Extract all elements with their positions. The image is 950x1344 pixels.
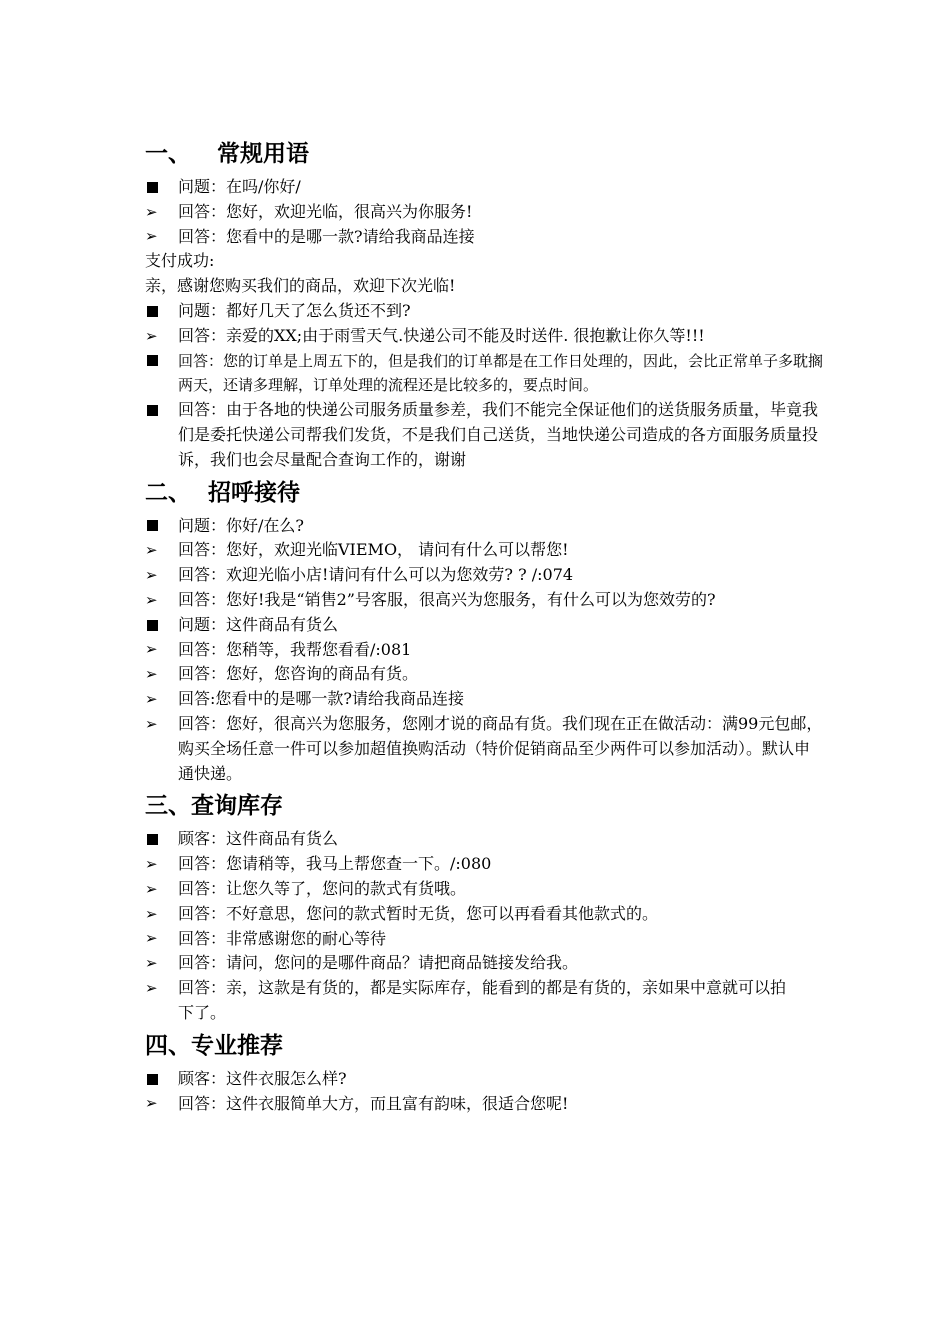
item-text: 顾客：这件商品有货么 — [178, 829, 339, 849]
list-item — [145, 712, 825, 786]
section-heading — [145, 476, 825, 510]
item-text: 回答：不好意思，您问的款式暂时无货，您可以再看看其他款式的。 — [178, 903, 659, 923]
section-title: 招呼接待 — [208, 479, 300, 506]
item-text: 问题：在吗/你好/ — [178, 177, 301, 196]
item-text: 回答：您好!我是“销售2”号客服，很高兴为您服务，有什么可以为您效劳的? — [178, 589, 716, 609]
arrow-bullet-icon: ➢ — [145, 326, 158, 345]
list-item — [145, 225, 825, 250]
arrow-bullet-icon: ➢ — [145, 566, 158, 585]
list-item — [145, 563, 825, 588]
plain-line: 支付成功: — [145, 251, 215, 271]
item-text: 回答:您看中的是哪一款?请给我商品连接 — [178, 689, 464, 709]
list-item — [145, 538, 825, 563]
square-bullet-icon — [145, 827, 167, 852]
list-item — [145, 398, 825, 472]
plain-line: 亲，感谢您购买我们的商品，欢迎下次光临! — [145, 276, 456, 296]
item-text: 顾客：这件衣服怎么样? — [178, 1068, 347, 1088]
item-text: 问题：都好几天了怎么货还不到? — [178, 300, 411, 320]
item-text: 回答：您稍等，我帮您看看/:081 — [178, 639, 412, 659]
item-text: 回答：亲爱的XX;由于雨雪天气.快递公司不能及时送件. 很抱歉让你久等!!! — [178, 325, 705, 345]
square-bullet-icon — [145, 398, 167, 423]
square-bullet-icon — [145, 613, 167, 638]
list-item — [145, 1092, 825, 1117]
list-item — [145, 1067, 825, 1092]
section-heading — [145, 137, 825, 171]
section-number: 一、 — [145, 141, 191, 167]
arrow-bullet-icon: ➢ — [145, 690, 158, 709]
section-number: 四、 — [145, 1032, 191, 1059]
list-item — [145, 613, 825, 638]
list-item — [145, 951, 825, 976]
item-text: 问题：这件商品有货么 — [178, 614, 339, 634]
item-text: 回答：让您久等了，您问的款式有货哦。 — [178, 878, 467, 898]
arrow-bullet-icon: ➢ — [145, 640, 158, 659]
arrow-bullet-icon: ➢ — [145, 855, 158, 874]
item-text: 回答：您好，欢迎光临VIEMO， 请问有什么可以帮您! — [178, 540, 569, 560]
section-heading — [145, 1029, 825, 1063]
arrow-bullet-icon: ➢ — [145, 541, 158, 560]
item-text: 回答：请问，您问的是哪件商品？请把商品链接发给我。 — [178, 953, 579, 973]
arrow-bullet-icon: ➢ — [145, 904, 158, 923]
section-title: 常规用语 — [217, 141, 309, 167]
list-item — [145, 976, 825, 1026]
list-item — [145, 902, 825, 927]
list-item — [145, 687, 825, 712]
item-text: 回答：您看中的是哪一款?请给我商品连接 — [178, 226, 475, 246]
item-text: 回答：您请稍等，我马上帮您查一下。/:080 — [178, 854, 492, 874]
arrow-bullet-icon: ➢ — [145, 929, 158, 948]
list-item — [145, 349, 835, 399]
item-text: 回答：欢迎光临小店!请问有什么可以为您效劳? ? /:074 — [178, 565, 574, 585]
list-item — [145, 299, 825, 324]
list-item — [145, 877, 825, 902]
arrow-bullet-icon: ➢ — [145, 954, 158, 973]
list-item — [145, 827, 825, 852]
section-title: 查询库存 — [191, 793, 283, 820]
square-bullet-icon — [145, 299, 167, 324]
item-text: 回答：您好，很高兴为您服务，您刚才说的商品有货。我们现在正在做活动：满99元包邮，购买全场任意一件可以参加超值换购活动（特价促销商品至少两件可以参加活动）。默认申通快递。 — [178, 713, 823, 783]
list-item — [145, 927, 825, 952]
list-item — [145, 588, 825, 613]
arrow-bullet-icon: ➢ — [145, 590, 158, 609]
section-number: 三、 — [145, 793, 191, 820]
item-text: 回答：您好，欢迎光临，很高兴为你服务! — [178, 201, 473, 221]
document-page — [145, 134, 825, 1116]
list-item — [145, 638, 825, 663]
arrow-bullet-icon: ➢ — [145, 979, 158, 997]
square-bullet-icon — [145, 175, 167, 200]
item-text: 回答：由于各地的快递公司服务质量参差，我们不能完全保证他们的送货服务质量，毕竟我们是委托快递公司帮我们发货，不是我们自己送货，当地快递公司造成的各方面服务质量投诉，我们也会尽量配合查询工作的，谢谢 — [178, 400, 819, 469]
square-bullet-icon — [145, 1067, 167, 1092]
arrow-bullet-icon: ➢ — [145, 202, 158, 221]
arrow-bullet-icon: ➢ — [145, 879, 158, 898]
list-item — [145, 662, 825, 687]
list-item — [145, 324, 825, 349]
list-item — [145, 852, 825, 877]
list-item — [145, 175, 825, 200]
section-heading — [145, 789, 825, 823]
square-bullet-icon — [145, 514, 167, 539]
arrow-bullet-icon: ➢ — [145, 1094, 158, 1113]
item-text: 回答：这件衣服简单大方，而且富有韵味，很适合您呢! — [178, 1093, 569, 1113]
square-bullet-icon — [145, 349, 167, 374]
arrow-bullet-icon: ➢ — [145, 714, 158, 733]
list-item — [145, 200, 825, 225]
arrow-bullet-icon: ➢ — [145, 665, 158, 684]
arrow-bullet-icon: ➢ — [145, 227, 158, 246]
item-text: 回答：亲，这款是有货的，都是实际库存，能看到的都是有货的，亲如果中意就可以拍下了。 — [178, 978, 787, 1022]
item-text: 回答：您好，您咨询的商品有货。 — [178, 664, 419, 684]
section-number: 二、 — [145, 479, 191, 506]
section-title: 专业推荐 — [191, 1032, 283, 1059]
item-text: 问题：你好/在么? — [178, 515, 304, 535]
item-text: 回答：非常感谢您的耐心等待 — [178, 928, 387, 948]
item-text: 回答：您的订单是上周五下的，但是我们的订单都是在工作日处理的，因此，会比正常单子多耽搁两天，还请多理解，订单处理的流程还是比较多的，要点时间。 — [178, 351, 824, 395]
list-item — [145, 514, 825, 539]
